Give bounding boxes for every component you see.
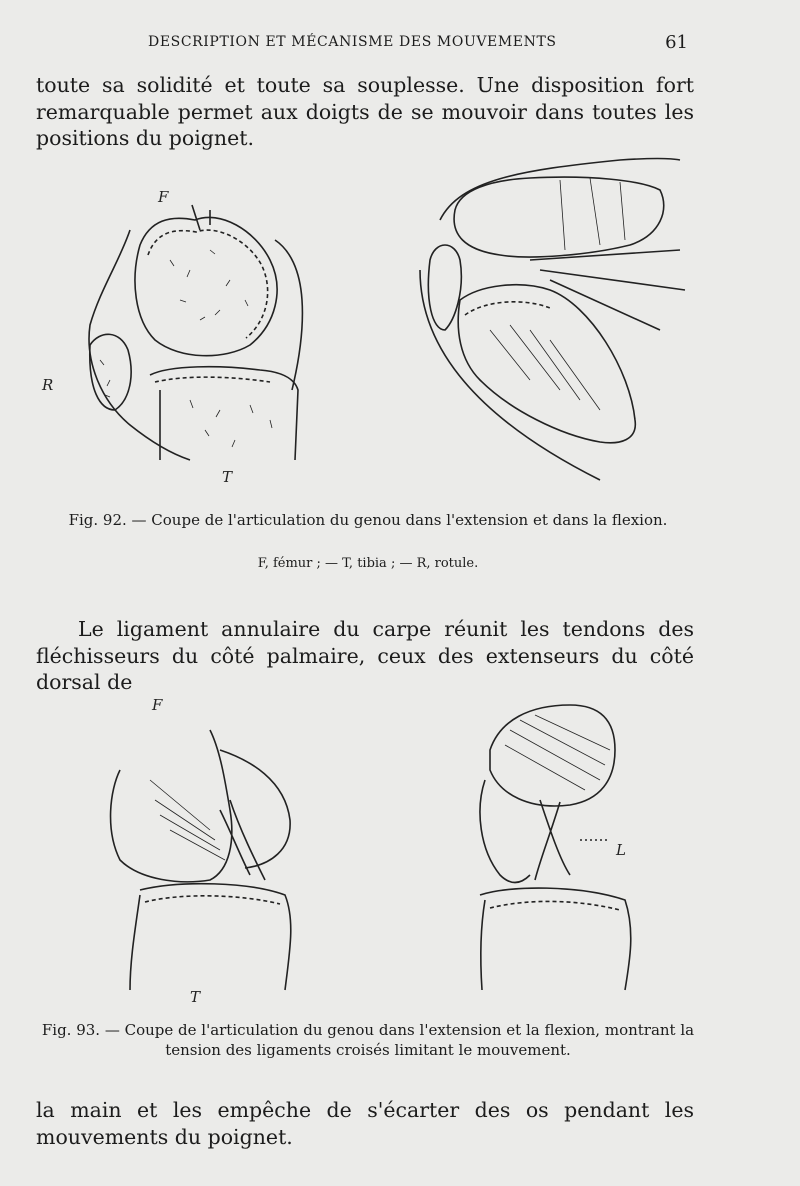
knee-flexion-drawing [420,159,685,481]
page-number: 61 [665,32,688,53]
knee-flexion-ligament-drawing [480,705,631,990]
figure-92-caption: Fig. 92. — Coupe de l'articulation du genou dans l'extension et dans la flexion. [68,511,668,529]
label-t-92: T [222,468,233,486]
running-head [0,34,800,58]
figure-92 [42,150,700,500]
label-l-93: L [616,841,626,859]
label-f-93: F [152,696,163,714]
paragraph-1: toute sa solidité et toute sa souplesse. Une disposition fort remarquable permet aux doigts de se mouvoir dans toutes les positions du poignet. [36,73,694,150]
figure-93-illustration [80,690,680,1010]
paragraph-2: Le ligament annulaire du carpe réunit les tendons des fléchisseurs du côté palmaire, ceux des extenseurs du côté dorsal de [36,617,694,694]
figure-92-legend: F, fémur ; — T, tibia ; — R, rotule. [257,556,479,571]
label-f-92: F [158,188,169,206]
figure-92-illustration [42,150,700,500]
running-title: DESCRIPTION ET MÉCANISME DES MOUVEMENTS [148,34,557,50]
figure-93-caption: Fig. 93. — Coupe de l'articulation du genou dans l'extension et la flexion, montrant la tension des ligaments croisés limitant le mouvement. [41,1021,695,1059]
label-t-93: T [190,988,201,1006]
label-r-92: R [42,376,54,394]
figure-93 [80,690,680,1010]
bone-hatching [100,250,272,447]
paragraph-3: la main et les empêche de s'écarter des os pendant les mouvements du poignet. [36,1098,694,1149]
knee-extension-ligament-drawing [111,730,291,990]
